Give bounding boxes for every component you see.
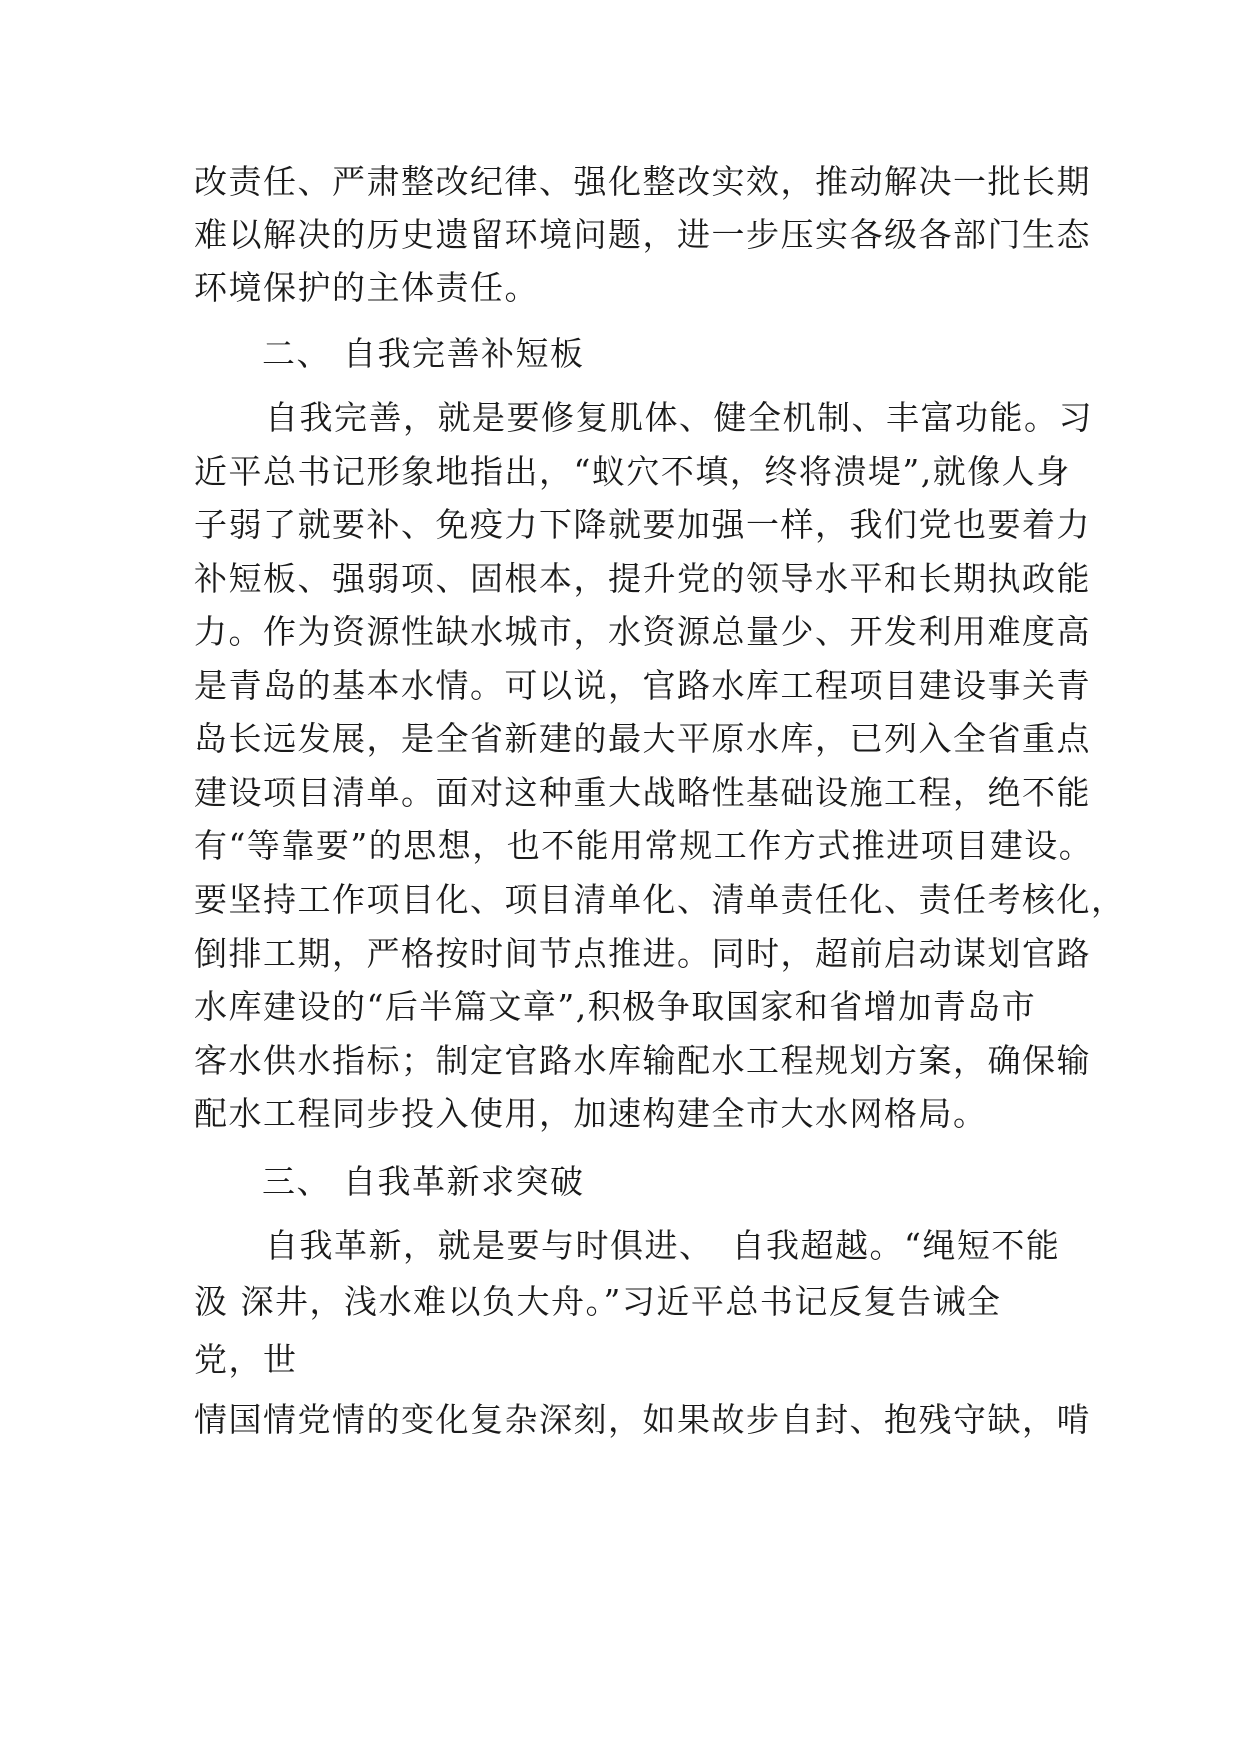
body-line: 客水供水指标；制定官路水库输配水工程规划方案，确保输 [194,1041,1091,1080]
body-line: 改责任、严肃整改纪律、强化整改实效，推动解决一批长期 [194,162,1091,201]
body-line: 岛长远发展，是全省新建的最大平原水库，已列入全省重点 [194,719,1091,758]
body-line: 水库建设的“后半篇文章”,积极争取国家和省增加青岛市 [194,987,1037,1026]
body-line: 倒排工期，严格按时间节点推进。同时，超前启动谋划官路 [194,934,1091,973]
body-line: 自我完善，就是要修复肌体、健全机制、丰富功能。习 [265,398,1093,437]
body-line: 党，世 [194,1340,298,1379]
body-line: 配水工程同步投入使用，加速构建全市大水网格局。 [194,1094,988,1133]
section-heading-two: 二、 自我完善补短板 [262,334,585,373]
body-line: 难以解决的历史遗留环境问题，进一步压实各级各部门生态 [194,215,1091,254]
body-line: 情国情党情的变化复杂深刻，如果故步自封、抱残守缺，啃 [194,1400,1091,1439]
body-line: 是青岛的基本水情。可以说，官路水库工程项目建设事关青 [194,666,1091,705]
body-line: 自我革新，就是要与时俱进、 自我超越。“绳短不能 [265,1226,1061,1265]
body-line: 要坚持工作项目化、项目清单化、清单责任化、责任考核化， [194,880,1126,919]
body-line: 环境保护的主体责任。 [194,268,539,307]
body-line: 子弱了就要补、免疫力下降就要加强一样，我们党也要着力 [194,505,1091,544]
body-line: 力。作为资源性缺水城市，水资源总量少、开发利用难度高 [194,612,1091,651]
body-line: 近平总书记形象地指出，“蚁穴不填，终将溃堤”,就像人身 [194,452,1071,491]
body-line: 补短板、强弱项、固根本，提升党的领导水平和长期执政能 [194,559,1091,598]
body-line: 汲 深井，浅水难以负大舟。”习近平总书记反复告诫全 [194,1282,1002,1321]
section-heading-three: 三、 自我革新求突破 [262,1162,585,1201]
body-line: 建设项目清单。面对这种重大战略性基础设施工程，绝不能 [194,773,1091,812]
body-line: 有“等靠要”的思想，也不能用常规工作方式推进项目建设。 [194,826,1094,865]
